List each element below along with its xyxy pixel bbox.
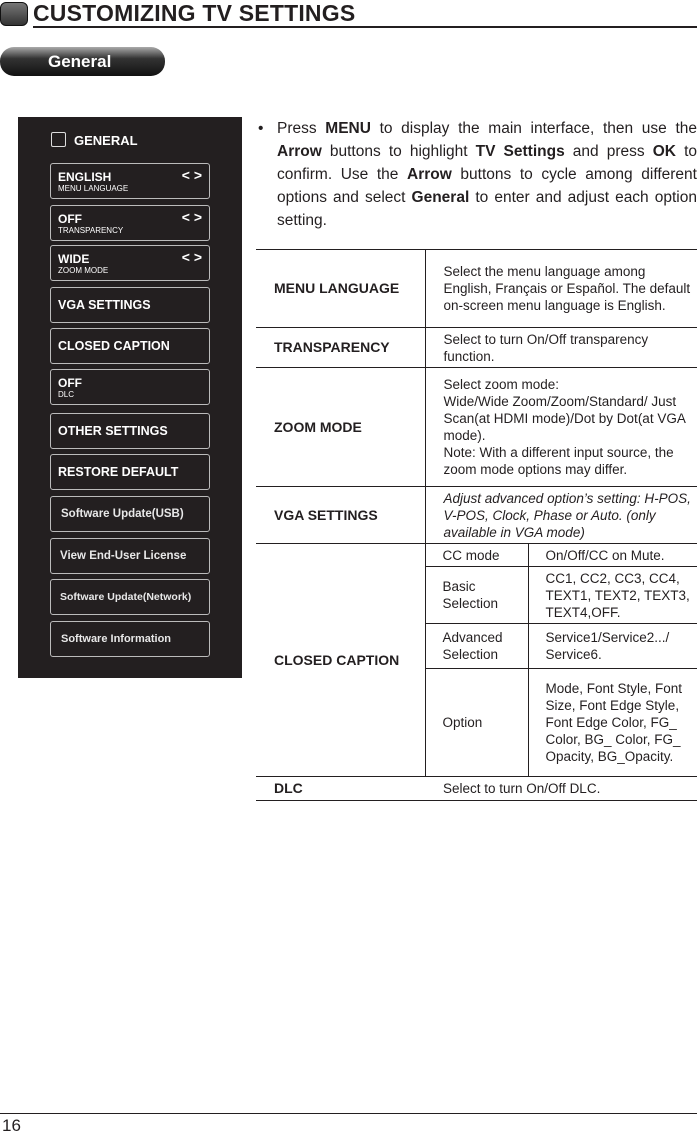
- menu-value: ENGLISH: [58, 170, 112, 184]
- row-key: VGA SETTINGS: [256, 487, 425, 544]
- menu-value: OFF: [58, 376, 82, 390]
- sub-key: Basic Selection: [425, 567, 528, 624]
- sub-value: Service1/Service2.../ Service6.: [528, 624, 697, 669]
- menu-item-other-settings[interactable]: [50, 413, 210, 449]
- menu-label: Software Information: [61, 633, 172, 645]
- menu-title: GENERAL: [74, 133, 138, 148]
- menu-label: DLC: [58, 390, 75, 399]
- menu-item-software-update-usb[interactable]: [50, 496, 210, 532]
- menu-label: MENU LANGUAGE: [58, 184, 129, 193]
- menu-item-dlc[interactable]: [50, 369, 210, 405]
- arrows-icon: < >: [181, 167, 202, 183]
- menu-item-closed-caption[interactable]: [50, 328, 210, 364]
- instructions: [258, 117, 697, 232]
- menu-label: TRANSPARENCY: [58, 226, 124, 235]
- sub-value: CC1, CC2, CC3, CC4, TEXT1, TEXT2, TEXT3, TEXT4,OFF.: [528, 567, 697, 624]
- menu-label: ZOOM MODE: [58, 266, 109, 275]
- header-icon: [0, 2, 28, 26]
- menu-item-end-user-license[interactable]: [50, 538, 210, 574]
- row-key: MENU LANGUAGE: [256, 250, 425, 328]
- row-key: ZOOM MODE: [256, 368, 425, 487]
- title-divider: [33, 26, 697, 28]
- sub-key: Advanced Selection: [425, 624, 528, 669]
- menu-label: OTHER SETTINGS: [58, 424, 168, 438]
- table-row: [256, 777, 697, 801]
- menu-label: Software Update(Network): [60, 591, 192, 603]
- table-row: [256, 544, 697, 567]
- section-badge: General: [0, 47, 165, 76]
- row-key: CLOSED CAPTION: [256, 544, 425, 777]
- menu-item-software-information[interactable]: [50, 621, 210, 657]
- menu-label: VGA SETTINGS: [58, 298, 151, 312]
- table-row: [256, 368, 697, 487]
- menu-item-language[interactable]: [50, 163, 210, 199]
- row-desc: Adjust advanced option’s setting: H-POS, V-POS, Clock, Phase or Auto. (only available in VGA mode): [425, 487, 697, 544]
- menu-value: WIDE: [58, 252, 90, 266]
- sub-value: On/Off/CC on Mute.: [528, 544, 697, 567]
- menu-item-restore-default[interactable]: [50, 454, 210, 490]
- general-menu-screenshot: [18, 117, 242, 678]
- row-desc: Select zoom mode: Wide/Wide Zoom/Zoom/Standard/ Just Scan(at HDMI mode)/Dot by Dot(at VGA mode). Note: With a different input source, the zoom mode options may differ.: [425, 368, 697, 487]
- menu-label: RESTORE DEFAULT: [58, 465, 179, 479]
- menu-item-zoom-mode[interactable]: [50, 245, 210, 281]
- menu-icon: [51, 132, 66, 147]
- page-number: 16: [2, 1116, 21, 1135]
- menu-item-transparency[interactable]: [50, 205, 210, 241]
- menu-item-vga-settings[interactable]: [50, 287, 210, 323]
- table-row: [256, 487, 697, 544]
- row-desc: Select to turn On/Off transparency function.: [425, 328, 697, 368]
- menu-label: Software Update(USB): [61, 508, 184, 520]
- row-key: TRANSPARENCY: [256, 328, 425, 368]
- arrows-icon: < >: [181, 209, 202, 225]
- menu-label: CLOSED CAPTION: [58, 339, 170, 353]
- row-desc: Select the menu language among English, Français or Español. The default on-screen menu language is English.: [425, 250, 697, 328]
- menu-value: OFF: [58, 212, 82, 226]
- arrows-icon: < >: [181, 249, 202, 265]
- instruction-text: Press MENU to display the main interface, then use the Arrow buttons to highlight TV Settings and press OK to confirm. Use the Arrow buttons to cycle among different options and select General to enter and adjust each option setting.: [277, 120, 697, 229]
- page-title: CUSTOMIZING TV SETTINGS: [33, 0, 356, 26]
- table-row: [256, 250, 697, 328]
- menu-label: View End-User License: [60, 550, 187, 562]
- bullet: •: [258, 120, 264, 137]
- row-key: DLC: [256, 777, 425, 801]
- settings-table: [256, 249, 697, 801]
- row-desc: Select to turn On/Off DLC.: [425, 777, 697, 801]
- table-row: [256, 328, 697, 368]
- sub-key: Option: [425, 669, 528, 777]
- menu-item-software-update-network[interactable]: [50, 579, 210, 615]
- sub-value: Mode, Font Style, Font Size, Font Edge Style, Font Edge Color, FG_ Color, BG_ Color, FG_ Opacity, BG_Opacity.: [528, 669, 697, 777]
- footer-divider: [0, 1113, 697, 1114]
- sub-key: CC mode: [425, 544, 528, 567]
